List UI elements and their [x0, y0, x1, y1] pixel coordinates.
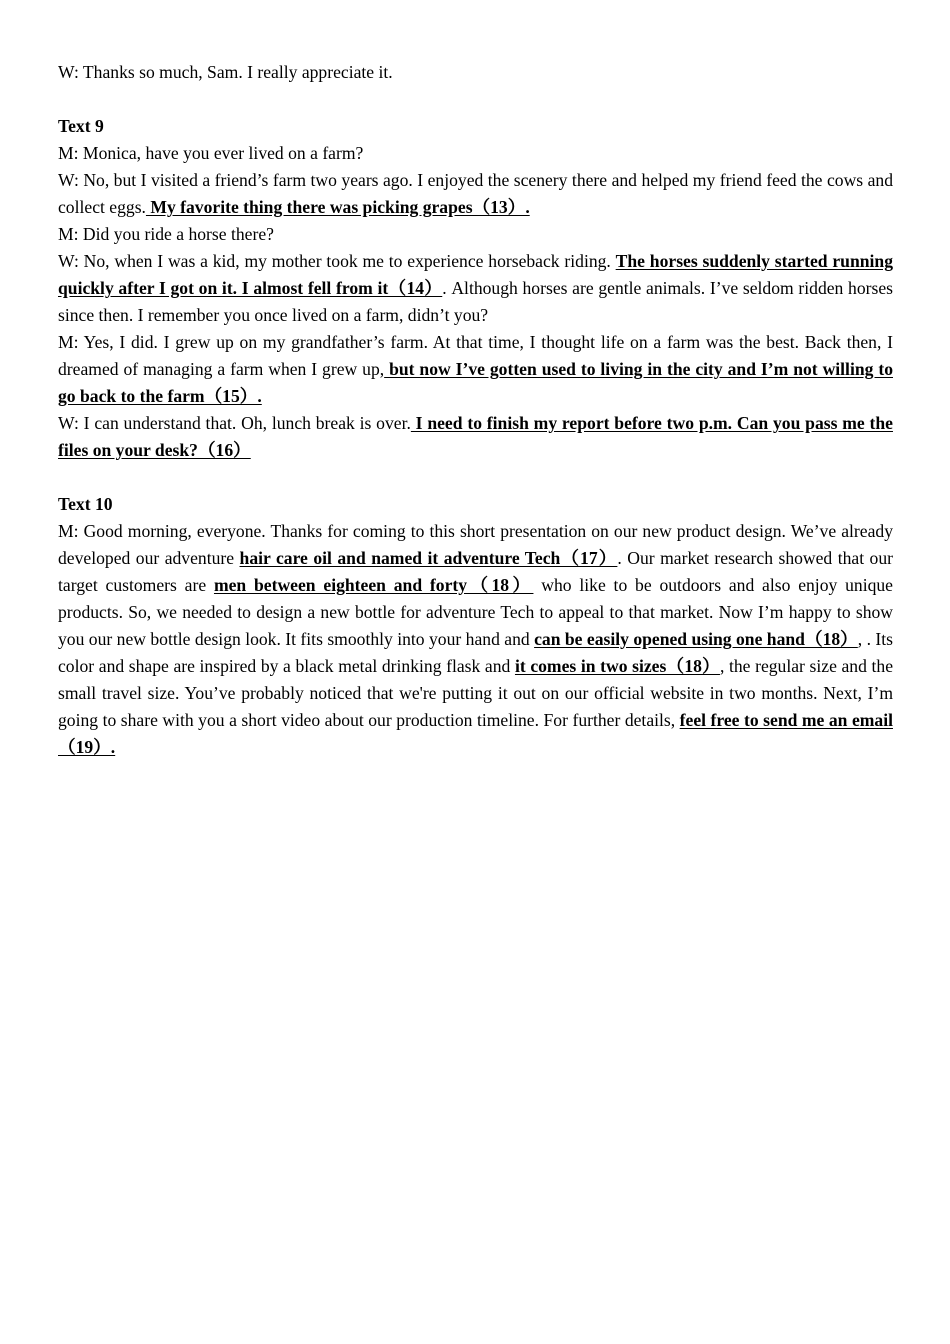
transcript-page	[58, 59, 893, 761]
dialogue-line	[58, 329, 893, 410]
monologue-paragraph	[58, 518, 893, 761]
answer-14: The horses suddenly started running quickly after I got on it. I almost fell from it（14）	[58, 251, 894, 298]
dialogue-text: . Although horses are gentle animals. I’ve seldom ridden horses since then. I remember you once lived on a farm, didn’t you?	[58, 278, 893, 325]
monologue-text: , . Its color and shape are inspired by a black metal drinking flask and	[58, 629, 894, 676]
dialogue-line: M: Monica, have you ever lived on a farm?	[58, 143, 364, 163]
dialogue-text: W: No, but I visited a friend’s farm two years ago. I enjoyed the scenery there and helped my friend feed the cows and collect eggs.	[58, 170, 893, 217]
dialogue-text: W: No, when I was a kid, my mother took me to experience horseback riding.	[58, 251, 616, 271]
dialogue-line: M: Did you ride a horse there?	[58, 224, 274, 244]
text-10-heading: Text 10	[58, 494, 113, 514]
answer-18-sizes: it comes in two sizes（18）	[514, 656, 720, 676]
answer-13: My favorite thing there was picking grapes（13）.	[145, 197, 530, 217]
answer-18-customers: men between eighteen and forty（18）	[213, 575, 534, 595]
dialogue-line	[58, 167, 893, 221]
answer-18-one-hand: can be easily opened using one hand（18）	[534, 629, 858, 649]
monologue-text: M: Good morning, everyone. Thanks for coming to this short presentation on our new product design. We’ve already developed our adventure	[58, 521, 893, 568]
text-10-section	[58, 491, 893, 761]
text-9-heading: Text 9	[58, 116, 104, 136]
monologue-text: who like to be outdoors and also enjoy unique products. So, we needed to design a new bottle for adventure Tech to appeal to that market. Now I’m happy to show you our new bottle design look. It fits smoothly into your hand and	[58, 575, 893, 649]
dialogue-text: W: I can understand that. Oh, lunch break is over.	[58, 413, 411, 433]
text-9-section	[58, 113, 893, 464]
answer-19: feel free to send me an email（19）.	[58, 710, 893, 757]
dialogue-line	[58, 248, 893, 329]
dialogue-line	[58, 410, 893, 464]
answer-16: I need to finish my report before two p.m. Can you pass me the files on your desk?（16）	[58, 413, 893, 460]
answer-15: but now I’ve gotten used to living in the city and I’m not willing to go back to the farm（15）.	[58, 359, 893, 406]
intro-line: W: Thanks so much, Sam. I really appreciate it.	[58, 62, 393, 82]
spacer	[58, 464, 893, 491]
monologue-text: . Our market research showed that our target customers are	[58, 548, 893, 595]
monologue-text: , the regular size and the small travel size. You’ve probably noticed that we're putting it out on our official website in two months. Next, I’m going to share with you a short video about our production timeline. For further details,	[58, 656, 894, 730]
dialogue-text: M: Yes, I did. I grew up on my grandfather’s farm. At that time, I thought life on a farm was the best. Back then, I dreamed of managing a farm when I grew up,	[58, 332, 893, 379]
spacer	[58, 86, 893, 113]
answer-17: hair care oil and named it adventure Tech（17）	[239, 548, 618, 568]
